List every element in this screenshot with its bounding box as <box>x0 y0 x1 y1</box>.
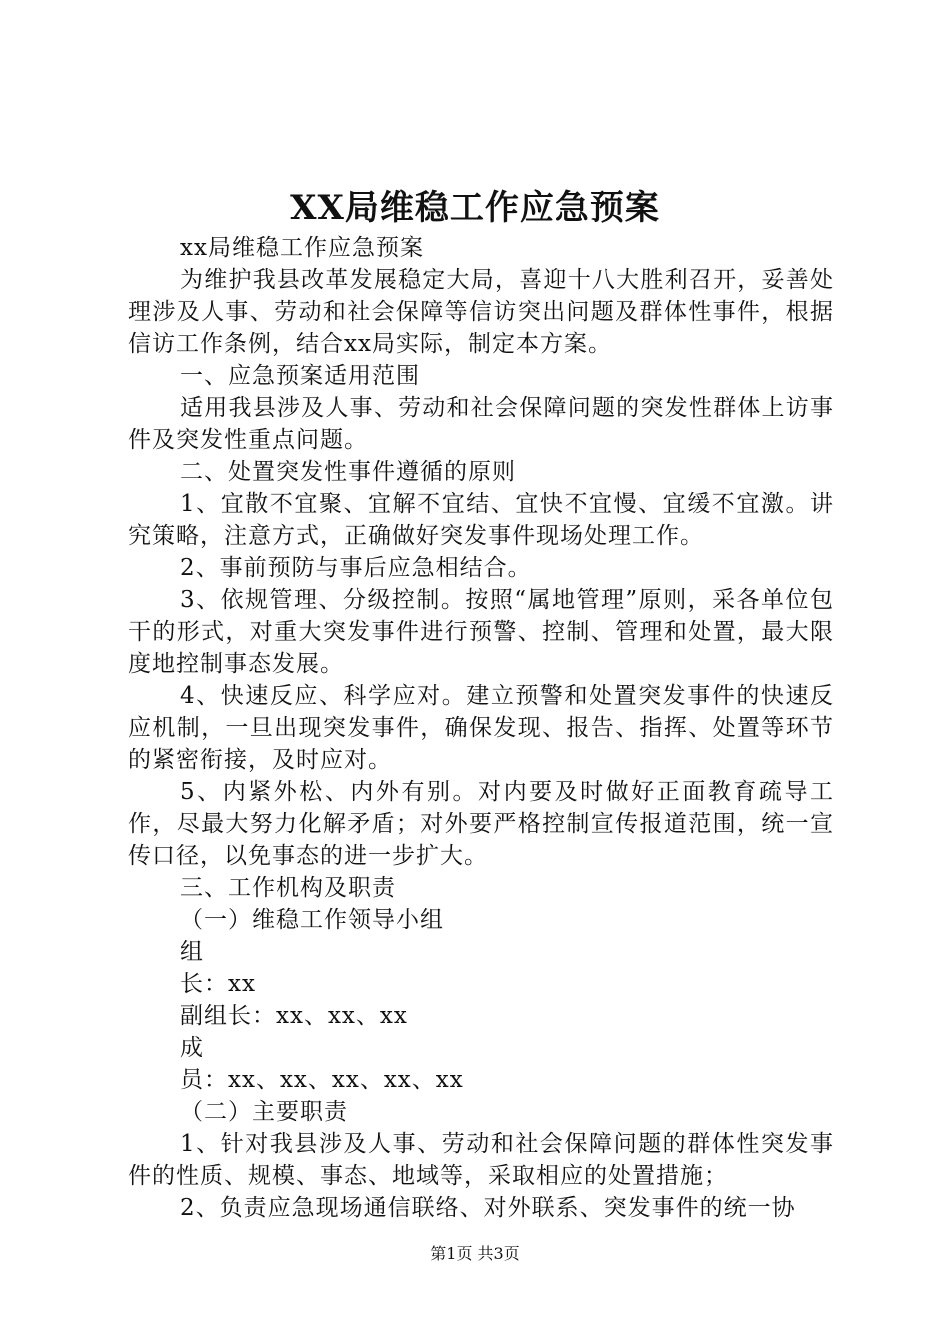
leader-line: 长：xx <box>180 971 256 997</box>
page-number-footer: 第1页 共3页 <box>430 1244 520 1263</box>
paragraph-scope: 适用我县涉及人事、劳动和社会保障问题的突发性群体上访事件及突发性重点问题。 <box>128 395 834 453</box>
principle-1: 1、宜散不宜聚、宜解不宜结、宜快不宜慢、宜缓不宜激。讲究策略，注意方式，正确做好突发事件现场处理工作。 <box>128 491 834 549</box>
document-title: XX局维稳工作应急预案 <box>290 188 660 228</box>
leader-label-part1: 组 <box>180 939 204 965</box>
section-heading-organization: 三、工作机构及职责 <box>180 875 396 901</box>
section-heading-scope: 一、应急预案适用范围 <box>180 363 420 389</box>
duty-2: 2、负责应急现场通信联络、对外联系、突发事件的统一协 <box>180 1195 796 1221</box>
section-heading-principles: 二、处置突发性事件遵循的原则 <box>180 459 516 485</box>
duty-1: 1、针对我县涉及人事、劳动和社会保障问题的群体性突发事件的性质、规模、事态、地域等，采取相应的处置措施； <box>128 1131 834 1189</box>
principle-5: 5、内紧外松、内外有别。对内要及时做好正面教育疏导工作，尽最大努力化解矛盾；对外要严格控制宣传报道范围，统一宣传口径，以免事态的进一步扩大。 <box>128 779 834 869</box>
subsection-heading-duties: （二）主要职责 <box>180 1099 348 1125</box>
member-line: 员：xx、xx、xx、xx、xx <box>180 1067 464 1093</box>
paragraph-intro: 为维护我县改革发展稳定大局，喜迎十八大胜利召开，妥善处理涉及人事、劳动和社会保障等信访突出问题及群体性事件，根据信访工作条例，结合xx局实际，制定本方案。 <box>128 267 834 357</box>
deputy-leader-line: 副组长：xx、xx、xx <box>180 1003 408 1029</box>
principle-2: 2、事前预防与事后应急相结合。 <box>180 555 532 581</box>
principle-3: 3、依规管理、分级控制。按照“属地管理”原则，采各单位包干的形式，对重大突发事件进行预警、控制、管理和处置，最大限度地控制事态发展。 <box>128 587 834 677</box>
member-label-part1: 成 <box>180 1035 204 1061</box>
subsection-heading-leadership: （一）维稳工作领导小组 <box>180 907 444 933</box>
document-body <box>128 232 834 1224</box>
paragraph-subtitle: xx局维稳工作应急预案 <box>180 235 424 261</box>
principle-4: 4、快速反应、科学应对。建立预警和处置突发事件的快速反应机制，一旦出现突发事件，确保发现、报告、指挥、处置等环节的紧密衔接，及时应对。 <box>128 683 834 773</box>
